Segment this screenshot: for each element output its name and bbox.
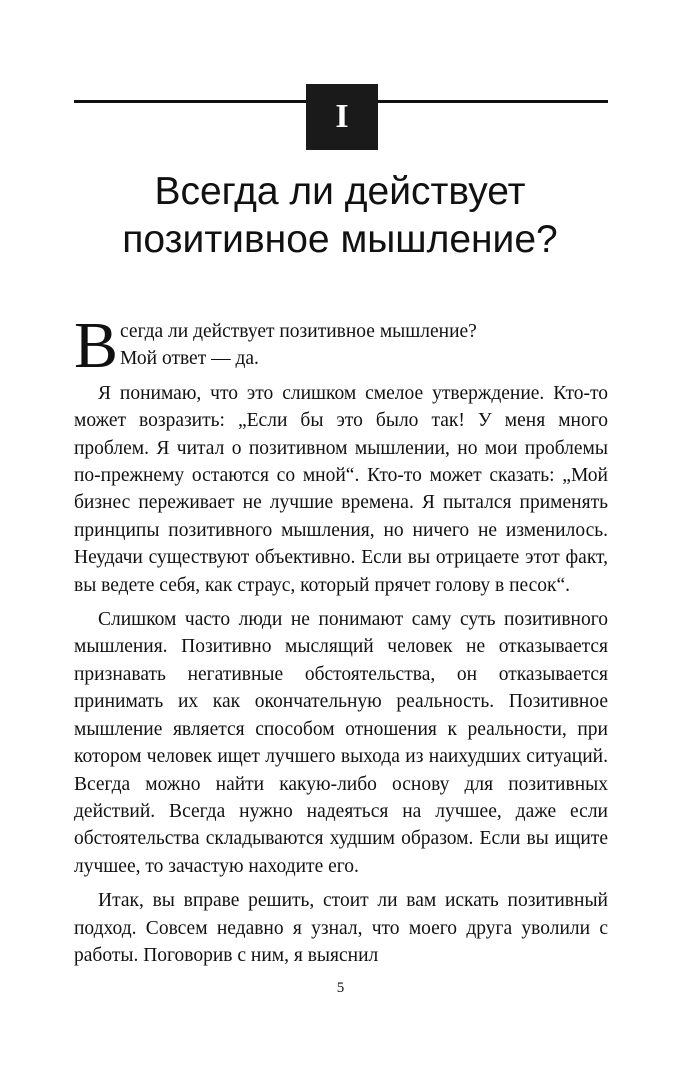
paragraph-1 xyxy=(74,309,608,382)
chapter-number: I xyxy=(335,98,349,135)
paragraph-2: Я понимаю, что это слишком смелое утверждение. Кто-то может возразить: „Если бы это было так! У меня много проблем. Я читал о позитивном мышлении, но мои проблемы по-прежнему остаются со мной“. Кто-то может сказать: „Мой бизнес переживает не лучшие времена. Я пытался применять принципы позитивного мышления, но ничего не изменилось. Неудачи существуют объективно. Если вы отрицаете этот факт, вы ведете себя, как страус, который прячет голову в песок“. xyxy=(74,382,608,596)
paragraph-4: Итак, вы вправе решить, стоит ли вам искать позитивный подход. Совсем недавно я узнал, что моего друга уволили с работы. Поговорив с ним, я выяснил xyxy=(74,890,608,966)
chapter-number-badge xyxy=(306,84,378,150)
page-number: 5 xyxy=(336,980,345,996)
chapter-title-line-2: позитивное мышление? xyxy=(122,218,558,261)
paragraph-1-line-2: Мой ответ — да. xyxy=(120,348,259,370)
body-text xyxy=(74,309,608,976)
drop-cap: В xyxy=(74,309,119,382)
paragraph-1-line-1: сегда ли действует позитивное мышление? xyxy=(120,321,477,342)
paragraph-3: Слишком часто люди не понимают саму суть позитивного мышления. Позитивно мыслящий человек не отказывается признавать негативные обстоятельства, он отказывается принимать их как окончательную реальность. Позитивное мышление является способом отношения к реальности, при котором человек ищет лучшего выхода из наихудших ситуаций. Всегда можно найти какую-либо основу для позитивных действий. Всегда нужно надеяться на лучшее, даже если обстоятельства складываются худшим образом. Если вы ищите лучшее, то зачастую находите его. xyxy=(74,609,608,877)
chapter-title xyxy=(40,168,640,264)
chapter-title-line-1: Всегда ли действует xyxy=(154,170,526,213)
